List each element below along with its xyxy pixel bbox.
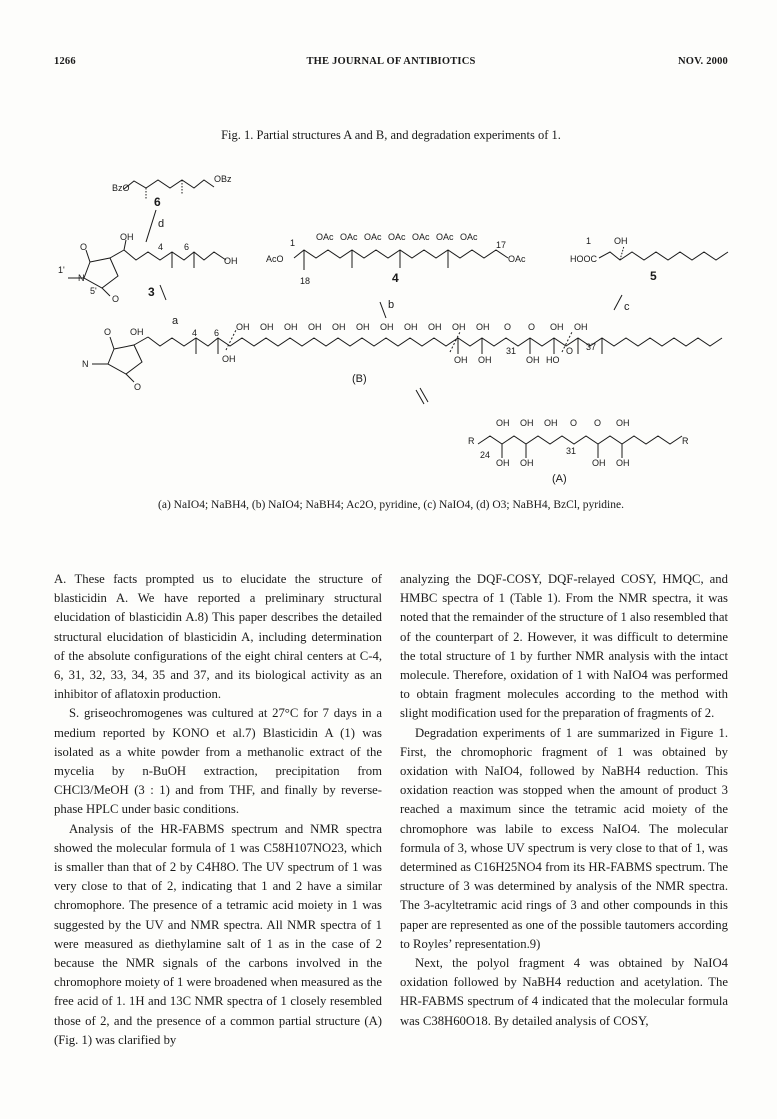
page-header bbox=[54, 56, 728, 72]
label-step-a: a bbox=[172, 315, 179, 327]
label-oh: OH bbox=[308, 322, 322, 332]
label-oh: OH bbox=[224, 256, 238, 266]
label-c1: 1 bbox=[586, 236, 592, 246]
journal-title: THE JOURNAL OF ANTIBIOTICS bbox=[306, 56, 476, 67]
label-oac: OAc bbox=[508, 254, 526, 264]
label-aco: AcO bbox=[266, 254, 284, 264]
label-oh: OH bbox=[526, 355, 540, 365]
label-oh: OH bbox=[520, 458, 534, 468]
label-oh: OH bbox=[544, 418, 558, 428]
label-oh: OH bbox=[574, 322, 588, 332]
page-number: 1266 bbox=[54, 56, 76, 67]
label-step-d: d bbox=[158, 218, 165, 230]
label-step-b: b bbox=[388, 299, 395, 311]
label-oac: OAc bbox=[460, 232, 478, 242]
label-oh: OH bbox=[130, 327, 144, 337]
label-oh: OH bbox=[616, 458, 630, 468]
label-structure-b: (B) bbox=[352, 373, 367, 385]
label-compound-5: 5 bbox=[650, 269, 657, 283]
label-c4: 4 bbox=[158, 242, 164, 252]
label-o: O bbox=[566, 346, 574, 356]
label-o: O bbox=[528, 322, 536, 332]
label-oac: OAc bbox=[412, 232, 430, 242]
label-oh: OH bbox=[476, 322, 490, 332]
label-o: O bbox=[504, 322, 512, 332]
label-oac: OAc bbox=[316, 232, 334, 242]
label-oh: OH bbox=[380, 322, 394, 332]
label-c37: 37 bbox=[586, 342, 597, 352]
label-step-c: c bbox=[624, 301, 630, 313]
figure-reagents-caption: (a) NaIO4; NaBH4, (b) NaIO4; NaBH4; Ac2O, pyridine, (c) NaIO4, (d) O3; NaBH4, BzCl, pyridine. bbox=[158, 499, 624, 511]
label-oh: OH bbox=[454, 355, 468, 365]
label-oh: OH bbox=[120, 232, 134, 242]
label-structure-a: (A) bbox=[552, 473, 567, 485]
label-oh: OH bbox=[478, 355, 492, 365]
label-o: O bbox=[594, 418, 602, 428]
label-oh: OH bbox=[496, 418, 510, 428]
label-c31: 31 bbox=[506, 346, 517, 356]
paragraph: Next, the polyol fragment 4 was obtained by NaIO4 oxidation followed by NaBH4 reduction and acetylation. The HR-FABMS spectrum of 4 indicated that the molecular formula was C38H60O18. By detailed analysis of COSY, bbox=[400, 956, 728, 1028]
label-c17: 17 bbox=[496, 240, 507, 250]
label-o: O bbox=[112, 294, 120, 304]
left-column bbox=[54, 570, 382, 1050]
label-compound-4: 4 bbox=[392, 271, 399, 285]
label-oh: OH bbox=[404, 322, 418, 332]
label-oh: OH bbox=[284, 322, 298, 332]
label-oac: OAc bbox=[436, 232, 454, 242]
label-compound-3: 3 bbox=[148, 285, 155, 299]
label-oac: OAc bbox=[340, 232, 358, 242]
label-o: O bbox=[104, 327, 112, 337]
right-column bbox=[400, 570, 728, 1031]
label-oh: OH bbox=[222, 354, 236, 364]
label-oh: OH bbox=[236, 322, 250, 332]
label-bzo: BzO bbox=[112, 183, 130, 193]
label-c6: 6 bbox=[184, 242, 190, 252]
label-oh: OH bbox=[592, 458, 606, 468]
label-1prime: 1' bbox=[58, 265, 65, 275]
label-oh: OH bbox=[496, 458, 510, 468]
label-compound-6: 6 bbox=[154, 195, 161, 209]
label-hooc: HOOC bbox=[570, 254, 597, 264]
label-obz: OBz bbox=[214, 174, 232, 184]
label-r: R bbox=[682, 436, 689, 446]
label-ho: HO bbox=[546, 355, 560, 365]
label-o: O bbox=[80, 242, 88, 252]
label-oh: OH bbox=[550, 322, 564, 332]
label-oh: OH bbox=[356, 322, 370, 332]
label-c18: 18 bbox=[300, 276, 311, 286]
label-n: N bbox=[82, 359, 89, 369]
label-oh: OH bbox=[616, 418, 630, 428]
issue-date: NOV. 2000 bbox=[677, 56, 728, 67]
label-oh: OH bbox=[332, 322, 346, 332]
label-oh: OH bbox=[452, 322, 466, 332]
label-5prime: 5' bbox=[90, 286, 97, 296]
label-oac: OAc bbox=[388, 232, 406, 242]
paragraph: S. griseochromogenes was cultured at 27°C for 7 days in a medium reported by KONO et al.7) Blasticidin A (1) was isolated as a white powder from a methanolic extract of the mycelia by n-BuOH extraction, precipitation from CHCl3/MeOH (3 : 1) and from THF, and finally by reverse-phase HPLC under basic conditions. bbox=[54, 706, 382, 817]
label-oac: OAc bbox=[364, 232, 382, 242]
paragraph: analyzing the DQF-COSY, DQF-relayed COSY, HMQC, and HMBC spectra of 1 (Table 1). From the NMR spectra, it was noted that the remainder of the structure of 1 also resembled that of the counterpart of 2. However, it was difficult to determine the total structure of 1 by further NMR analysis with the intact molecule. Therefore, oxidation of 1 with NaIO4 was performed to obtain fragment molecules according to the method with slight modification used for the preparation of fragments of 2. bbox=[400, 572, 728, 721]
label-c24: 24 bbox=[480, 450, 491, 460]
figure-structures bbox=[54, 160, 734, 495]
paragraph: A. These facts prompted us to elucidate the structure of blasticidin A. We have reported a preliminary structural elucidation of blasticidin A.8) This paper describes the detailed structural elucidation of blasticidin A, including determination of the absolute configurations of the eight chiral centers at C-4, 6, 31, 32, 33, 34, 35 and 37, and its biological activity as an inhibitor of aflatoxin production. bbox=[54, 572, 382, 702]
label-r: R bbox=[468, 436, 475, 446]
paragraph: Degradation experiments of 1 are summarized in Figure 1. First, the chromophoric fragment of 1 was obtained by oxidation with NaIO4, followed by NaBH4 reduction. This oxidation reaction was stopped when the amount of product 3 reached a maximum since the tetramic acid moiety of the chromophore was labile to excess NaIO4. The molecular formula of 3, whose UV spectrum is very close to that of 1, was determined as C16H25NO4 from its HR-FABMS spectrum. The structure of 3 was determined by analysis of the NMR spectra. The 3-acyltetramic acid rings of 3 and other compounds in this paper are represented as one of the possible tautomers according to Royles’ representation.9) bbox=[400, 725, 728, 951]
figure-title: Fig. 1. Partial structures A and B, and degradation experiments of 1. bbox=[221, 128, 561, 142]
label-c4: 4 bbox=[192, 328, 198, 338]
label-c31: 31 bbox=[566, 446, 577, 456]
label-o: O bbox=[134, 382, 142, 392]
label-oh: OH bbox=[260, 322, 274, 332]
label-c6: 6 bbox=[214, 328, 220, 338]
label-n: N bbox=[78, 273, 85, 283]
label-o: O bbox=[570, 418, 578, 428]
label-oh: OH bbox=[614, 236, 628, 246]
label-oh: OH bbox=[428, 322, 442, 332]
label-oh: OH bbox=[520, 418, 534, 428]
paragraph: Analysis of the HR-FABMS spectrum and NMR spectra showed the molecular formula of 1 was C58H107NO23, which is smaller than that of 2 by C4H8O. The UV spectrum of 1 was very close to that of 2, indicating that 1 and 2 have a similar chromophore. The presence of a tetramic acid moiety in 1 was suggested by the UV and NMR spectra. All NMR spectra of 1 were measured as diethylamine salt of 1 as in the case of 2 because the NMR signals of the carbons involved in the chromophore moiety of 1 were broadened when measured as the free acid of 1. 1H and 13C NMR spectra of 1 closely resembled those of 2, and the presence of a common partial structure (A) (Fig. 1) was clarified by bbox=[54, 821, 382, 1047]
label-c1: 1 bbox=[290, 238, 296, 248]
